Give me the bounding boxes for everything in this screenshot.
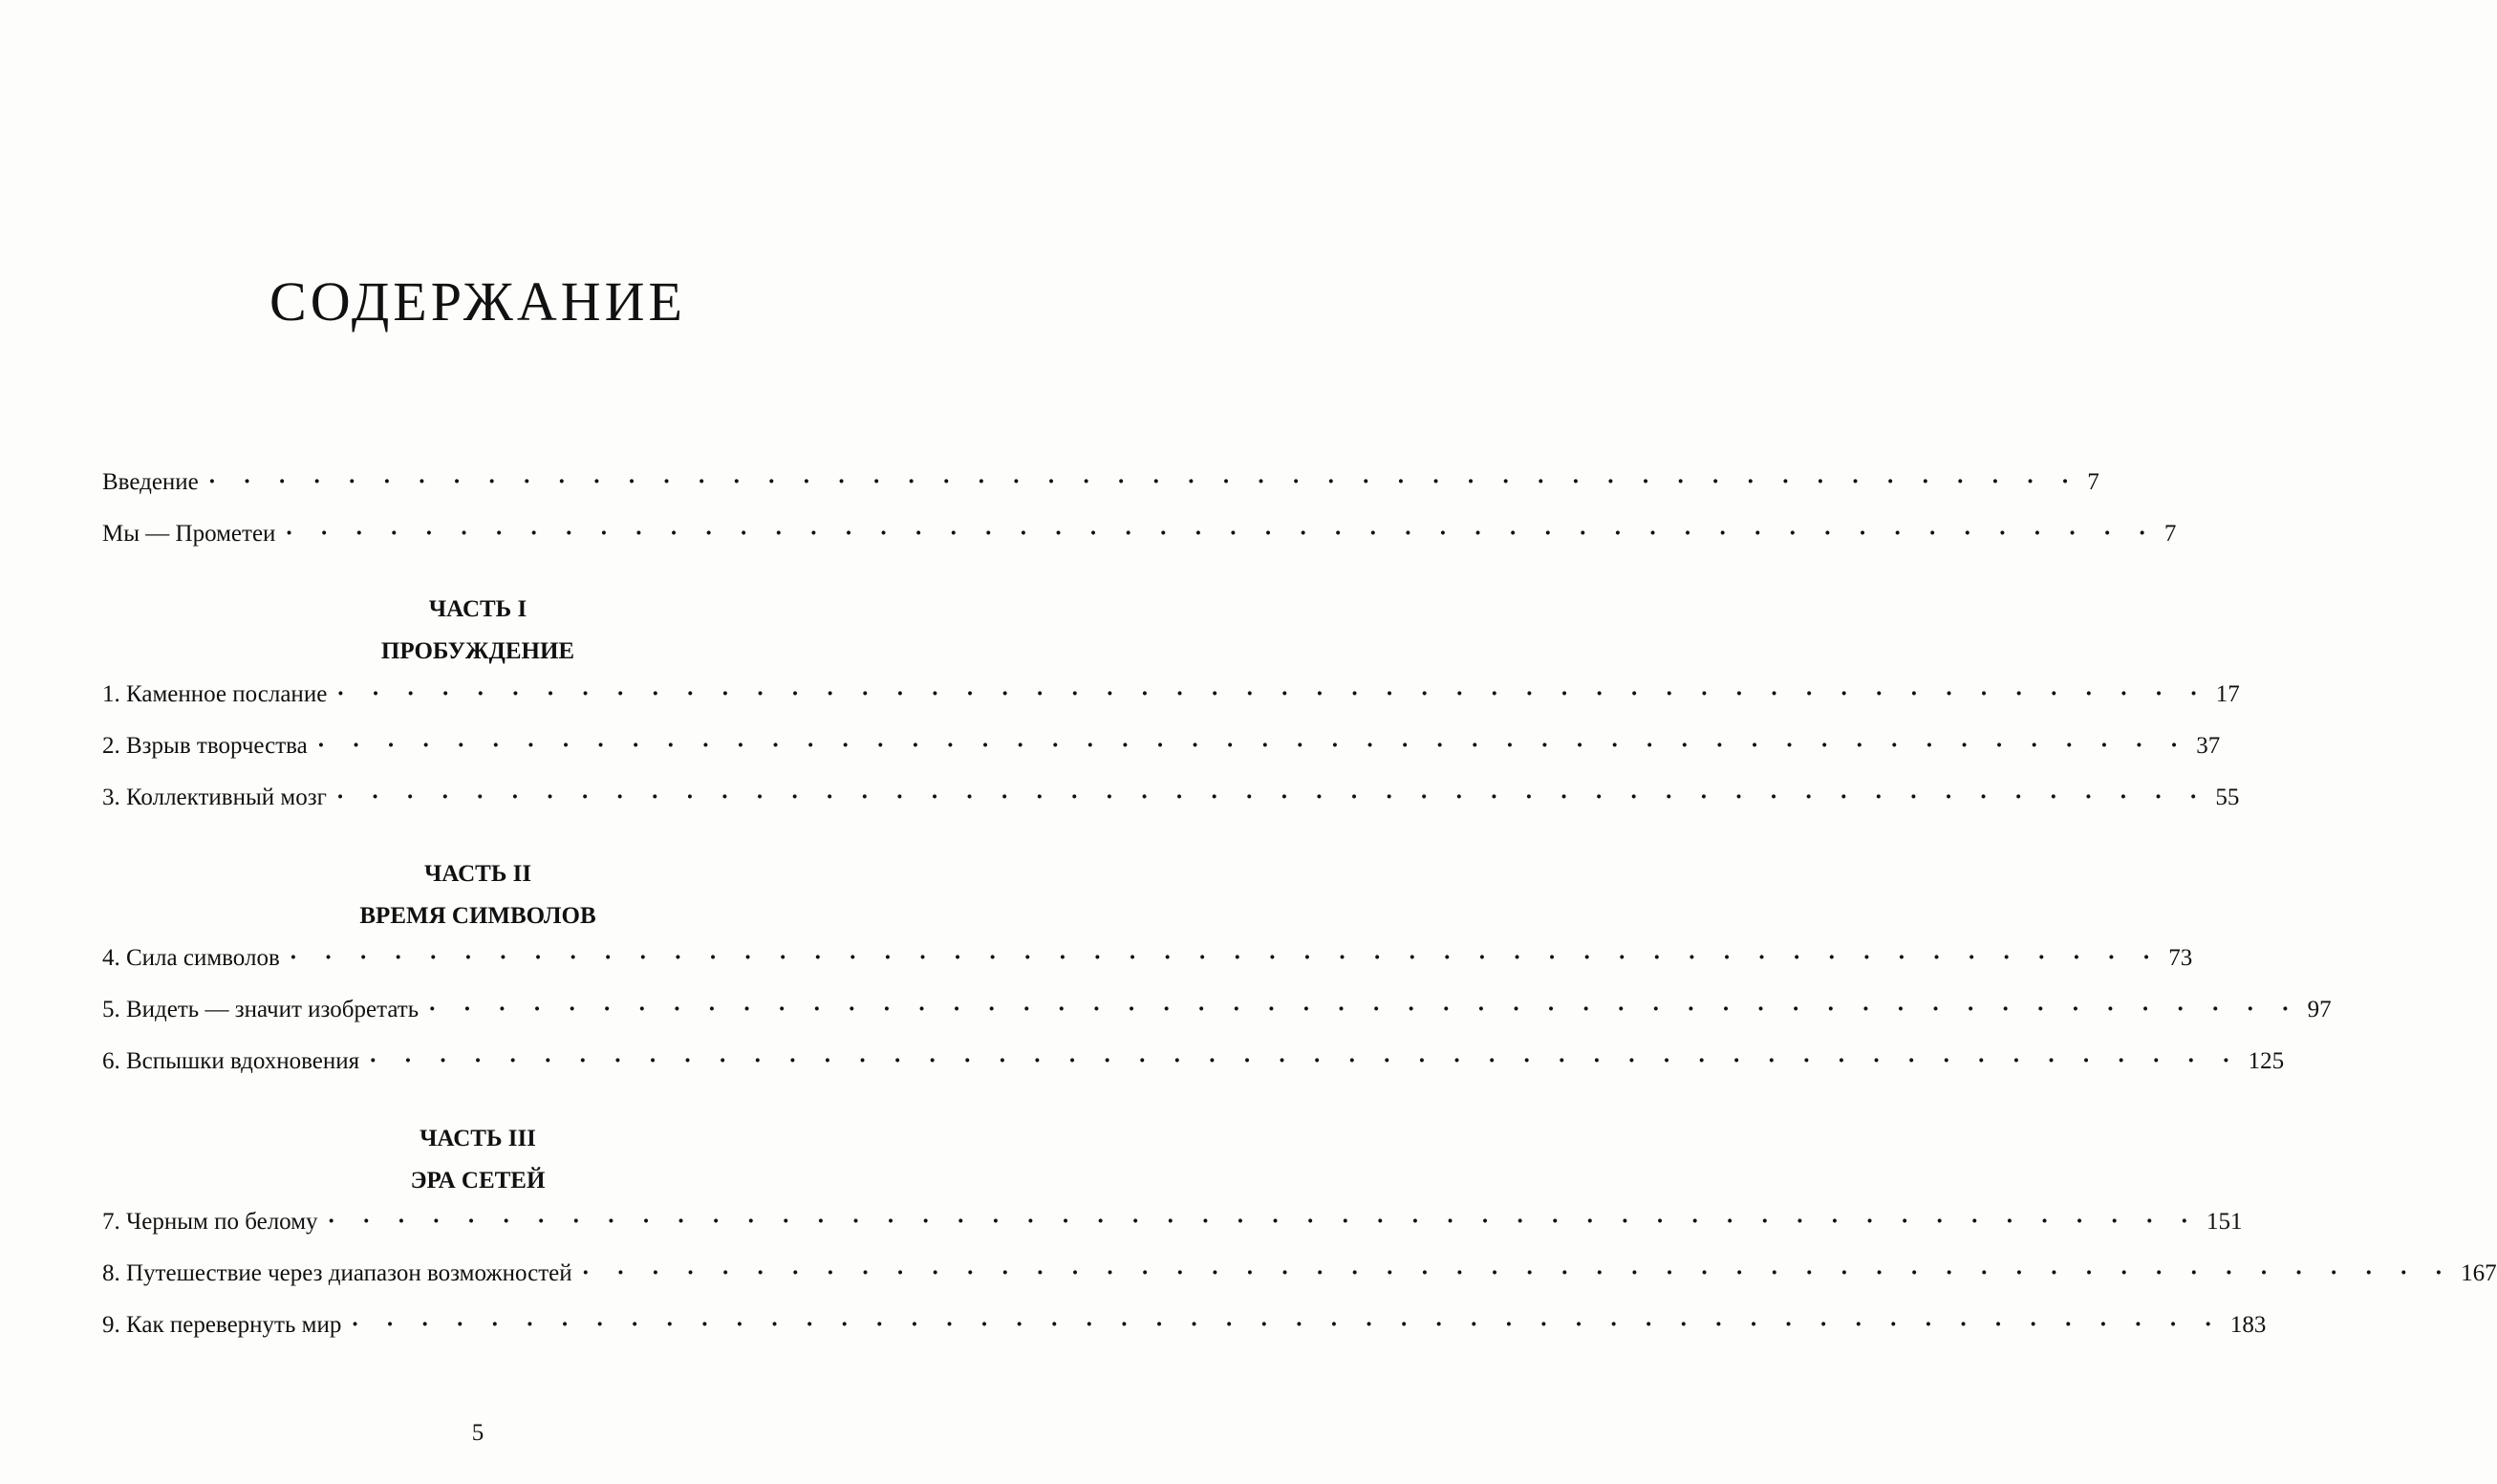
dot-leader: · · · · · · · · · · · · · · · · · · · · · · · · · · · · · · · · · · · · · · · · · · · · · · · · · · · · · · — [335, 785, 2208, 810]
toc-entry-page: 97 — [2307, 997, 2332, 1022]
toc-entry-label: 8. Путешествие через диапазон возможностей — [102, 1260, 572, 1286]
toc-entry-label: 3. Коллективный мозг — [102, 785, 327, 810]
dot-leader: · · · · · · · · · · · · · · · · · · · · · · · · · · · · · · · · · · · · · · · · · · · · · · · · · · · · · · — [428, 997, 2300, 1022]
toc-entry-chapter-7[interactable] — [102, 1209, 2243, 1247]
toc-entry-page: 73 — [2168, 945, 2193, 971]
dot-leader: · · · · · · · · · · · · · · · · · · · · · · · · · · · · · · · · · · · · · · · · · · · · · · · · · · · · · · — [327, 1209, 2200, 1235]
toc-entry-chapter-1[interactable] — [102, 681, 2240, 720]
dot-leader: · · · · · · · · · · · · · · · · · · · · · · · · · · · · · · · · · · · · · · · · · · · · · · · · · · · · · · — [336, 681, 2208, 707]
dot-leader: · · · · · · · · · · · · · · · · · · · · · · · · · · · · · · · · · · · · · · · · · · · · · · · · · · · · · · — [289, 945, 2162, 971]
toc-entry-label: 9. Как перевернуть мир — [102, 1312, 342, 1338]
toc-entry-we-are-prometheans[interactable] — [102, 521, 2177, 559]
toc-entry-chapter-5[interactable] — [102, 997, 2332, 1035]
toc-entry-label: 4. Сила символов — [102, 945, 280, 971]
page-number: 5 — [471, 1420, 484, 1446]
toc-entry-page: 151 — [2206, 1209, 2243, 1235]
toc-entry-chapter-3[interactable] — [102, 785, 2240, 823]
part-number: ЧАСТЬ III — [420, 1126, 536, 1151]
part-name: ВРЕМЯ СИМВОЛОВ — [359, 903, 596, 929]
toc-entry-label: Мы — Прометеи — [102, 521, 276, 547]
toc-entry-page: 7 — [2163, 521, 2177, 547]
dot-leader: · · · · · · · · · · · · · · · · · · · · · · · · · · · · · · · · · · · · · · · · · · · · · · · · · · · · · · — [581, 1260, 2454, 1286]
toc-entry-chapter-4[interactable] — [102, 945, 2193, 983]
dot-leader: · · · · · · · · · · · · · · · · · · · · · · · · · · · · · · · · · · · · · · · · · · · · · · · · · · · · · · — [316, 733, 2189, 759]
dot-leader: · · · · · · · · · · · · · · · · · · · · · · · · · · · · · · · · · · · · · · · · · · · · · · · · · · · · · · — [369, 1048, 2241, 1074]
part-heading-2 — [0, 853, 956, 937]
part-number: ЧАСТЬ I — [428, 596, 527, 622]
toc-entry-page: 55 — [2215, 785, 2240, 810]
dot-leader: · · · · · · · · · · · · · · · · · · · · · · · · · · · · · · · · · · · · · · · · · · · · · · · · · · · · · · — [285, 521, 2157, 547]
part-number: ЧАСТЬ II — [423, 861, 532, 887]
toc-entry-label: 2. Взрыв творчества — [102, 733, 308, 759]
toc-entry-chapter-6[interactable] — [102, 1048, 2285, 1086]
part-heading-1 — [0, 589, 956, 673]
toc-entry-page: 7 — [2087, 469, 2099, 495]
toc-entry-page: 125 — [2248, 1048, 2285, 1074]
toc-entry-page: 183 — [2229, 1312, 2267, 1338]
toc-entry-label: Введение — [102, 469, 199, 495]
toc-entry-page: 37 — [2196, 733, 2221, 759]
toc-entry-chapter-9[interactable] — [102, 1312, 2267, 1350]
part-name: ПРОБУЖДЕНИЕ — [380, 638, 575, 664]
toc-entry-chapter-2[interactable] — [102, 733, 2221, 771]
toc-entry-page: 17 — [2215, 681, 2240, 707]
toc-entry-chapter-8[interactable] — [102, 1260, 2497, 1299]
toc-entry-label: 6. Вспышки вдохновения — [102, 1048, 360, 1074]
part-name: ЭРА СЕТЕЙ — [410, 1168, 546, 1194]
toc-entry-label: 7. Черным по белому — [102, 1209, 318, 1235]
dot-leader: · · · · · · · · · · · · · · · · · · · · · · · · · · · · · · · · · · · · · · · · · · · · · · · · · · · · · · — [207, 469, 2080, 495]
page-title: СОДЕРЖАНИЕ — [269, 270, 686, 333]
toc-entry-introduction[interactable] — [102, 469, 2099, 507]
part-heading-3 — [0, 1118, 956, 1202]
toc-entry-label: 1. Каменное послание — [102, 681, 328, 707]
toc-entry-page: 167 — [2461, 1260, 2497, 1286]
toc-entry-label: 5. Видеть — значит изобретать — [102, 997, 420, 1022]
dot-leader: · · · · · · · · · · · · · · · · · · · · · · · · · · · · · · · · · · · · · · · · · · · · · · · · · · · · · · — [351, 1312, 2223, 1338]
